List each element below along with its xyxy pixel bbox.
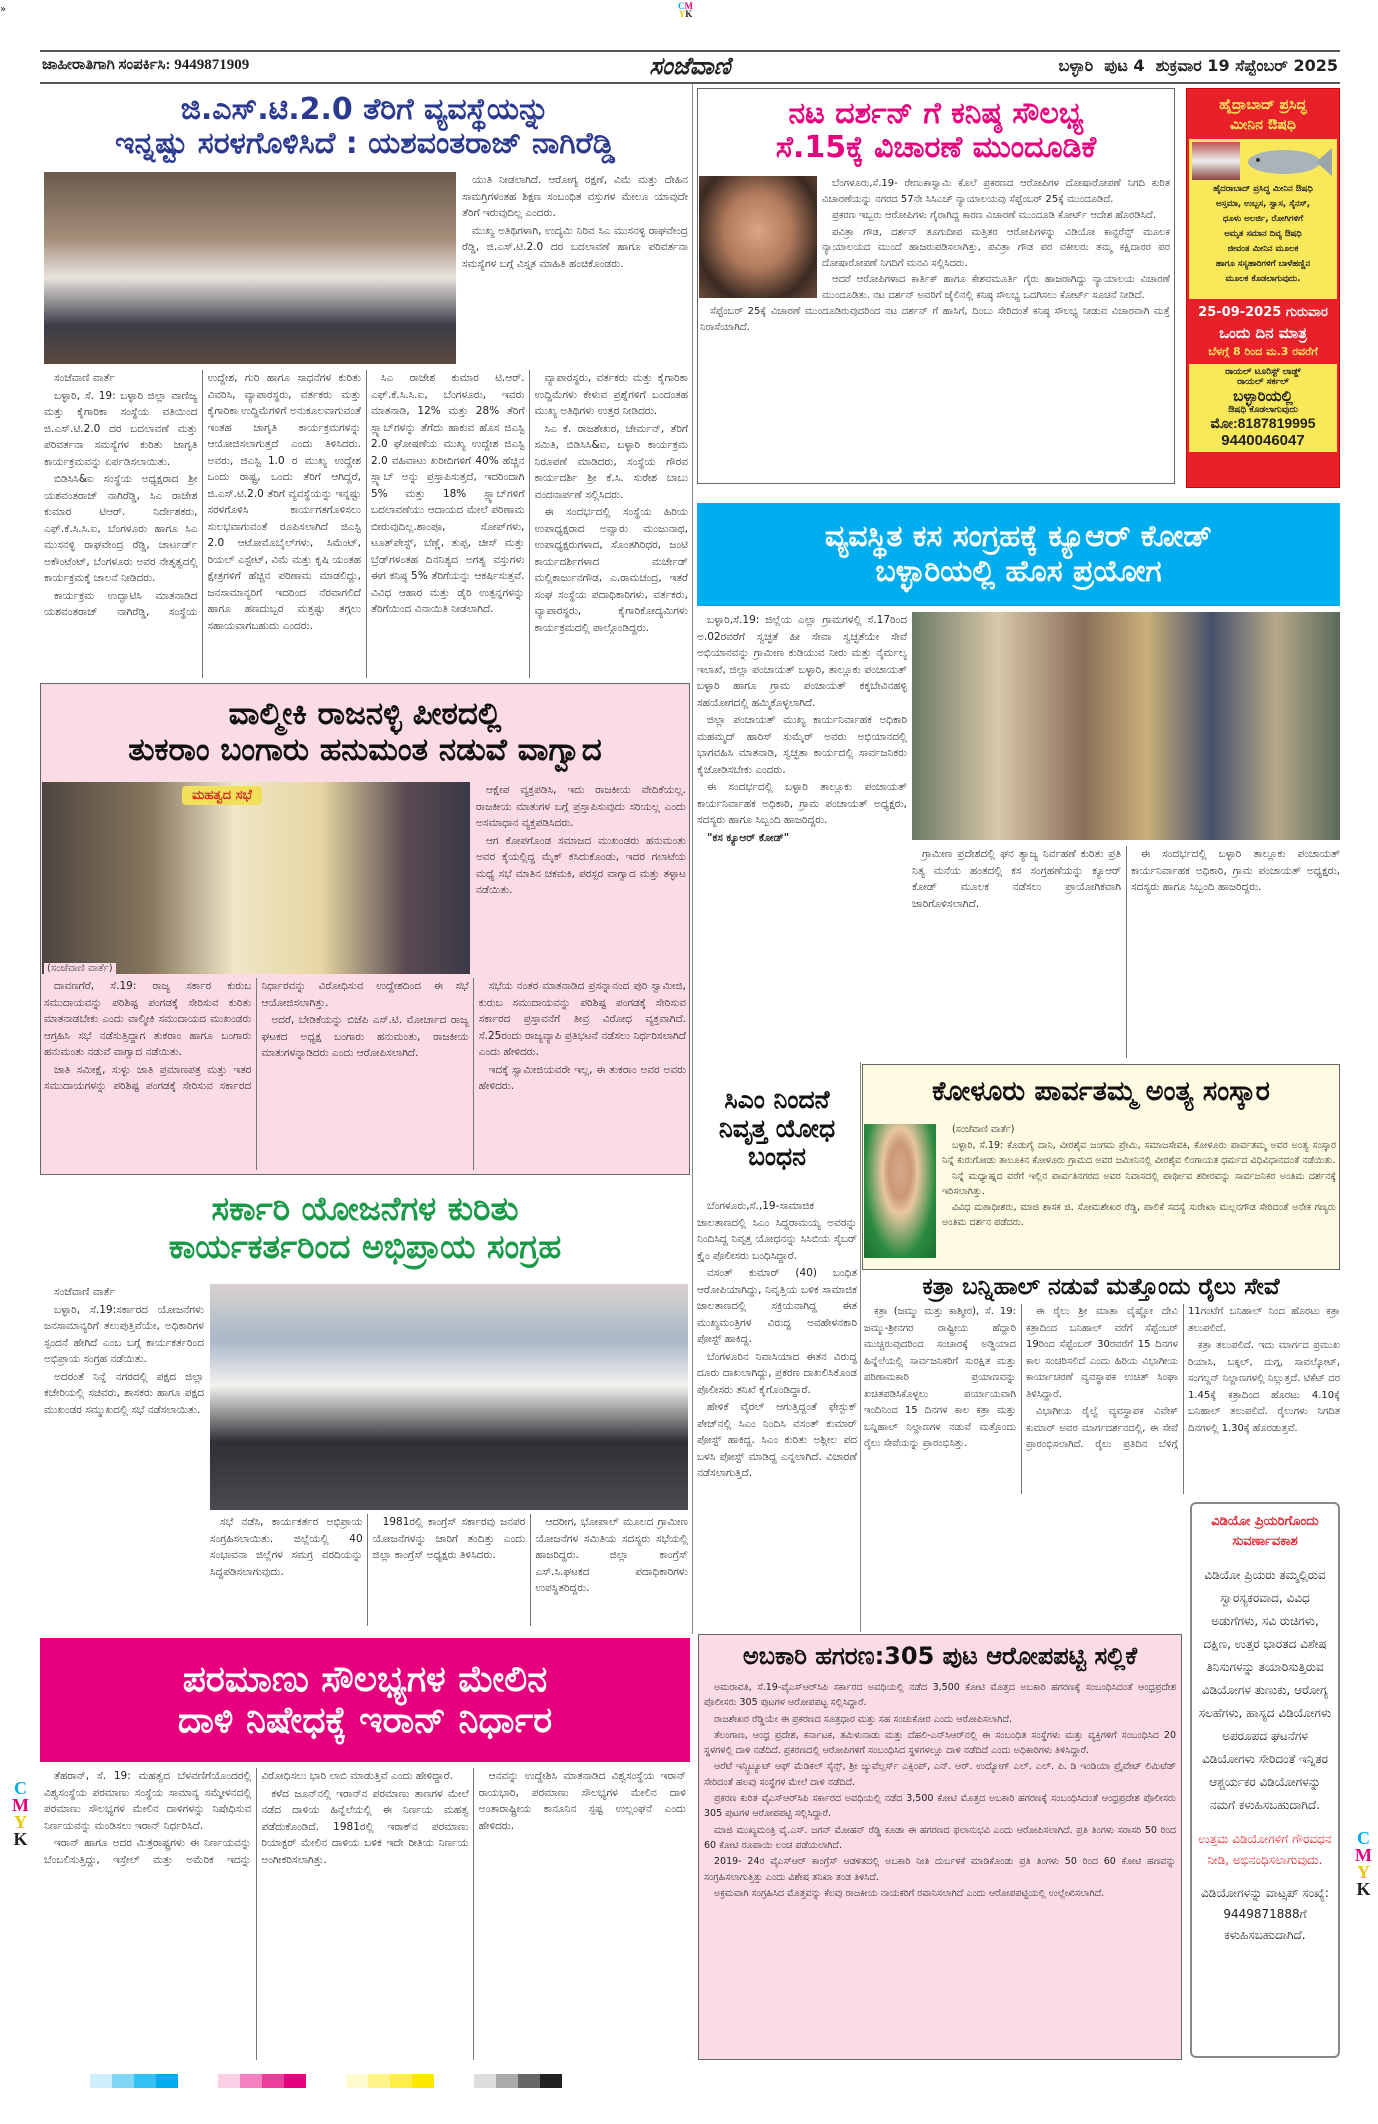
headline-line: ನಟ ದರ್ಶನ್ ಗೆ ಕನಿಷ್ಠ ಸೌಲಭ್ಯ (788, 95, 1084, 131)
cmyk-mark-top: CM YK (678, 1, 693, 19)
ad-title: ಮೀನಿನ ಔಷಧಿ (1230, 117, 1296, 133)
ad-venue-panel: ರಾಯಲ್ ಟೂರಿಸ್ಟ್ ಲಾಡ್ಜ್ ರಾಯಲ್ ಸರ್ಕಲ್ ಬಳ್ಳಾರಿಯಲ್ಲಿ ಔಷಧಿ ಕೊಡಲಾಗುವುದು ಮೋ:8187819995 9440046047 (1189, 364, 1337, 452)
crowd-photo (1192, 142, 1240, 180)
koluru-headline: ಕೋಳೂರು ಪಾರ್ವತಮ್ಮ ಅಂತ್ಯ ಸಂಸ್ಕಾರ (932, 1076, 1270, 1108)
ad-images (1192, 142, 1334, 182)
valmiki-headline (40, 686, 690, 780)
ad-info-panel (1189, 139, 1337, 299)
ad-one-day: ಒಂದು ದಿನ ಮಾತ್ರ (1219, 324, 1307, 342)
obituary-photo (864, 1124, 936, 1258)
ad-phone: 9440046047 (1221, 432, 1305, 449)
ad-date: 25-09-2025 ಗುರುವಾರ (1198, 305, 1328, 320)
magenta-bar (218, 2074, 306, 2088)
masthead-logo: ಸಂಜೆವಾಣಿ (649, 52, 731, 80)
gst-body: ಸಂಜೆವಾಣಿ ವಾರ್ತೆ ಬಳ್ಳಾರಿ, ಸೆ. 19: ಬಳ್ಳಾರಿ ಜಿಲ್ಲಾ ವಾಣಿಜ್ಯ ಮತ್ತು ಕೈಗಾರಿಕಾ ಸಂಸ್ಥೆಯ ವತಿಯಿಂದ ಜಿ.ಎಸ್.ಟಿ.2.0 ದರ ಬದಲಾವಣೆ ಮತ್ತು ಪರಿವರ್ತನಾ ಸಮಸ್ಯೆಗಳ ಕುರಿತು ಜಾಗೃತಿ ಕಾರ್ಯಕ್ರಮವನ್ನು ಏರ್ಪಡಿಸಲಾಯಿತು. ಬಿಡಿಸಿಸಿ&ಐ ಸಂಸ್ಥೆಯ ಅಧ್ಯಕ್ಷರಾದ ಶ್ರೀ ಯಶವಂತರಾಜ್ ನಾಗಿರೆಡ್ಡಿ, ಸಿಎ ರಾಜೇಶ ಕುಮಾರ ಟಿಆರ್. ನಿರ್ದೇಶಕರು, ಎಫ್.ಕೆ.ಸಿ.ಸಿ.ಐ, ಬೆಂಗಳೂರು ಹಾಗೂ ಸಿಎ ಮುಸನಳ್ಳಿ ರಾಘವೇಂದ್ರ ರೆಡ್ಡಿ, ಚಾರ್ಟರ್ಡ್ ಅಕೌಂಟೆಂಟ್, ಬೆಂಗಳೂರು ಅವರ ನೇತೃತ್ವದಲ್ಲಿ ಕಾರ್ಯಕ್ರಮಕ್ಕೆ ಚಾಲನೆ ನೀಡಿದರು. ಕಾರ್ಯಕ್ರಮ ಉದ್ಘಾಟಿಸಿ ಮಾತನಾಡಿದ ಯಶವಂತರಾಜ್ ನಾಗಿರೆಡ್ಡಿ, ಸಂಸ್ಥೆಯ ಉದ್ದೇಶ, ಗುರಿ ಹಾಗೂ ಸಾಧನೆಗಳ ಕುರಿತು ವಿವರಿಸಿ, ವ್ಯಾಪಾರಸ್ಥರು, ವರ್ತಕರು ಮತ್ತು ಕೈಗಾರಿಕಾ ಉದ್ದಿಮೆಗಳಿಗೆ ಅನುಕೂಲವಾಗುವಂತೆ ಇಂತಹ ಜಾಗೃತಿ ಕಾರ್ಯಕ್ರಮಗಳನ್ನು ಆಯೋಜಿಸಲಾಗುತ್ತದೆ ಎಂದು ತಿಳಿಸಿದರು. ಅವರು, ಜಿಎಸ್ಟಿ 1.0 ರ ಮುಖ್ಯ ಉದ್ದೇಶ ಒಂದು ರಾಷ್ಟ್ರ, ಒಂದು ತೆರಿಗೆ ಆಗಿದ್ದರೆ, ಜಿ.ಎಸ್.ಟಿ.2.0 ತೆರಿಗೆ ವ್ಯವಸ್ಥೆಯನ್ನು ಇನ್ನಷ್ಟು ಸರಳಗೊಳಿಸಿ ಕಾರ್ಯಗತಗೊಳಿಸಲು ಸುಲಭವಾಗುವಂತೆ ರೂಪಿಸಲಾಗಿದೆ ಜಿಎಸ್ಟಿ 2.0 ಆಟೋಮೊಬೈಲ್‌ಗಳು, ಸಿಮೆಂಟ್, ರಿಯಲ್ ಎಸ್ಟೇಟ್, ವಿಮೆ ಮತ್ತು ಕೃಷಿ ಯಂತಹ ಕ್ಷೇತ್ರಗಳಿಗೆ ಹೆಚ್ಚಿನ ಪರಿಣಾಮ ಮಾಡಲಿದ್ದು, ಜನಸಾಮಾನ್ಯರಿಗೆ ಇದರಿಂದ ನೆರವಾಗಲಿದೆ ಹಾಗೂ ಹಣದುಬ್ಬರ ಮತ್ತಷ್ಟು ತಗ್ಗಲು ಸಹಾಯವಾಗಬಹುದು ಎಂದರು. ಸಿಎ ರಾಜೇಶ ಕುಮಾರ ಟಿ.ಆರ್. ಎಫ್.ಕೆ.ಸಿ.ಸಿ.ಐ, ಬೆಂಗಳೂರು, ಇವರು ಮಾತನಾಡಿ, 12% ಮತ್ತು 28% ತೆರಿಗೆ ಸ್ಲ್ಯಾಬ್‌ಗಳನ್ನು ತೆಗೆದು ಹಾಕುವ ಹೊಸ ಜಿಎಸ್ಟಿ 2.0 ಘೋಷಣೆಯ ಮುಖ್ಯ ಉದ್ದೇಶ ಜಿಎಸ್ಟಿ 2.0 ವಹಿವಾಟು ಖರೀದಿಗಳಿಗೆ 40% ಹೆಚ್ಚಿನ ಸ್ಲ್ಯಾಬ್ ಅನ್ನು ಪ್ರಸ್ತಾಪಿಸುತ್ತದೆ, ಇದರಿಂದಾಗಿ 5% ಮತ್ತು 18% ಸ್ಲ್ಯಾಬ್‌ಗಳಿಗೆ ಬದಲಾವಣೆಯು ಆದಾಯದ ಮೇಲೆ ಪರಿಣಾಮ ಬೀರುವುದಿಲ್ಲ.ಶಾಂಪೂ, ಸೋಪ್‌ಗಳು, ಟೂತ್‌ಪೇಸ್ಟ್, ಬೆಣ್ಣೆ, ತುಪ್ಪ, ಚೀಸ್ ಮತ್ತು ಬ್ರೆಡ್‌ಗಳಂತಹ ದಿನನಿತ್ಯದ ಅಗತ್ಯ ವಸ್ತುಗಳು ಈಗ ಕನಿಷ್ಠ 5% ತೆರಿಗೆಯನ್ನು ಆಕರ್ಷಿಸುತ್ತವೆ. ವಿವಿಧ ಆಹಾರ ಮತ್ತು ಡೈರಿ ಉತ್ಪನ್ನಗಳನ್ನು ತೆರಿಗೆಯಿಂದ ವಿನಾಯಿತಿ ನೀಡಲಾಗಿದೆ. ವ್ಯಾಪಾರಸ್ಥರು, ವರ್ತಕರು ಮತ್ತು ಕೈಗಾರಿಕಾ ಉದ್ದಿಮೆಗಳು ಕೇಳುವ ಪ್ರಶ್ನೆಗಳಿಗೆ ಬಂದಂತಹ ಮುಖ್ಯ ಅತಿಥಿಗಳು ಉತ್ತರ ನೀಡಿದರು. ಸಿಎ ಕೆ. ರಾಜಶೇಖರ, ಚೇರ್ಮನ್, ತೆರಿಗೆ ಸಮಿತಿ, ಬಿಡಿಸಿಸಿ&ಐ, ಬಳ್ಳಾರಿ ಕಾರ್ಯಕ್ರಮ ನಿರೂಪಣೆ ಮಾಡಿದರು, ಸಂಸ್ಥೆಯ ಗೌರವ ಕಾರ್ಯದರ್ಶಿ ಶ್ರೀ ಕೆ.ಸಿ. ಸುರೇಶ ಬಾಬು ವಂದನಾರ್ಪಣೆ ಸಲ್ಲಿಸಿದರು. ಈ ಸಂದರ್ಭದಲ್ಲಿ ಸಂಸ್ಥೆಯ ಹಿರಿಯ ಉಪಾಧ್ಯಕ್ಷರಾದ ಅವ್ವಾರು ಮಂಜುನಾಥ, ಉಪಾಧ್ಯಕ್ಷರುಗಳಾದ, ಸೊಂತಗಿರಿಧರ, ಜಂಟಿ ಕಾರ್ಯದರ್ಶಿಗಳಾದ ಮರ್ಚೇಡ್ ಮಲ್ಲಿಕಾರ್ಜುನಗೌಡ, ಎ.ರಾಮಚಂದ್ರ, ಇತರೆ ಸಂಘ ಸಂಸ್ಥೆಯ ಪದಾಧಿಕಾರಿಗಳು, ವರ್ತಕರು, ವ್ಯಾಪಾರಸ್ಥರು, ಕೈಗಾರಿಕೋದ್ಯಮಿಗಳು ಕಾರ್ಯಕ್ರಮದಲ್ಲಿ ಪಾಲ್ಗೊಂಡಿದ್ದರು. (44, 372, 688, 634)
ad-highlight: ಉತ್ತಮ ವಿಡಿಯೋಗಳಿಗೆ ಗೌರವಧನ ನೀಡಿ, ಅಭಿನಂಧಿಸಲಾಗುವುದು. (1198, 1832, 1332, 1867)
gst-headline (40, 86, 690, 168)
headline-line: ತುಕರಾಂ ಬಂಗಾರು ಹನುಮಂತ ನಡುವೆ ವಾಗ್ವಾದ (128, 732, 602, 768)
sarkari-body-left: ಸಂಜೆವಾಣಿ ವಾರ್ತೆ ಬಳ್ಳಾರಿ, ಸೆ.19:ಸರ್ಕಾರದ ಯೋಜನೆಗಳು ಜನಸಾಮಾನ್ಯರಿಗೆ ತಲುಪುತ್ತಿವೆಯೇ, ಅಧಿಕಾರಿಗಳ ಸ್ಪಂದನೆ ಹೇಗಿದೆ ಎಂಬ ಬಗ್ಗೆ ಕಾರ್ಯಕರ್ತರಿಂದ ಅಭಿಪ್ರಾಯ ಸಂಗ್ರಹ ನಡೆಯಿತು. ಅದರಂತೆ ನಿನ್ನೆ ನಗರದಲ್ಲಿ ಪಕ್ಷದ ಜಿಲ್ಲಾ ಕಚೇರಿಯಲ್ಲಿ ಸಚಿವರು, ಶಾಸಕರು ಹಾಗೂ ಪಕ್ಷದ ಮುಖಂಡರ ಸಮ್ಮುಖದಲ್ಲಿ ಸಭೆ ನಡೆಸಲಾಯಿತು. (44, 1286, 204, 1416)
koluru-body: (ಸಂಜೆವಾಣಿ ವಾರ್ತೆ) ಬಳ್ಳಾರಿ, ಸೆ.19: ಕೊಡುಗೈ ದಾನಿ, ವೀರಶೈವ ಜಂಗಮ ಪ್ರೇಮಿ, ಸಮಾಜಸೇವಕಿ, ಕೋಳೂರು ಪಾರ್ವತಮ್ಮ ಅವರ ಅಂತ್ಯ ಸಂಸ್ಕಾರ ನಿನ್ನೆ ಕುರುಗೋಡು ತಾಲೂಕಿನ ಕೋಳೂರು ಗ್ರಾಮದ ಅವರ ಜಮೀನಿನಲ್ಲಿ ವೀರಶೈವ ಲಿಂಗಾಯತ ಧರ್ಮದ ವಿಧಿವಿಧಾನದಂತೆ ನಡೆಯಿತು. ನಿನ್ನೆ ಮಧ್ಯಾಹ್ನದ ವರೆಗೆ ಇಲ್ಲಿನ ಪಾರ್ವತಿನಗರದ ಅವರ ನಿವಾಸದಲ್ಲಿ ಪಾರ್ಥೀವ ಶರೀರವನ್ನು ಸಾರ್ವಜನಿಕರ ಅಂತಿಮ ದರ್ಶನಕ್ಕೆ ಇರಿಸಲಾಗಿತ್ತು. ವಿವಿಧ ಮಠಾಧೀಶರು, ಮಾಜಿ ಶಾಸಕ ಜಿ. ಸೋಮಶೇಖರ ರೆಡ್ಡಿ, ಪಾಲಿಕೆ ಸದಸ್ಯೆ ಸುರೇಖಾ ಮಲ್ಲನಗೌಡ ಸೇರಿದಂತೆ ಅನೇಕ ಗಣ್ಯರು ಅಂತಿಮ ದರ್ಶನ ಪಡೆದರು. (942, 1124, 1336, 1228)
header-rule (40, 82, 1340, 84)
headline-line: ಸೆ.15ಕ್ಕೆ ವಿಚಾರಣೆ ಮುಂದೂಡಿಕೆ (775, 130, 1097, 165)
cm-headline (697, 1064, 857, 1194)
sarkari-body-right: ಸಭೆ ನಡೆಸಿ, ಕಾರ್ಯಕರ್ತರ ಅಭಿಪ್ರಾಯ ಸಂಗ್ರಹಿಸಲಾಯಿತು. ಜಿಲ್ಲೆಯಲ್ಲಿ 40 ಸಂಭಾವನಾ ಜಿಲ್ಲೆಗಳ ಸಮಗ್ರ ವರದಿಯನ್ನು ಸಿದ್ಧಪಡಿಸಲಾಗುವುದು. 1981ರಲ್ಲಿ ಕಾಂಗ್ರೆಸ್ ಸರ್ಕಾರವು ಜನಪರ ಯೋಜನೆಗಳನ್ನು ಜಾರಿಗೆ ತಂದಿತ್ತು ಎಂದು ಜಿಲ್ಲಾ ಕಾಂಗ್ರೆಸ್ ಅಧ್ಯಕ್ಷರು ತಿಳಿಸಿದರು. ಆದರೀಗ, ಭೋಪಾಲ್ ಮೂಲದ ಗ್ರಾಮೀಣ ಯೋಜನೆಗಳ ಸಮಿತಿಯ ಸದಸ್ಯರು ಸಭೆಯಲ್ಲಿ ಹಾಜರಿದ್ದರು. ಜಿಲ್ಲಾ ಕಾಂಗ್ರೆಸ್ ಎಸ್.ಸಿ.ಘಟಕದ ಪದಾಧಿಕಾರಿಗಳು ಉಪಸ್ಥಿತರಿದ್ದರು. (210, 1516, 688, 1594)
valmiki-side: ಆಕ್ಷೇಪ ವ್ಯಕ್ತಪಡಿಸಿ, ಇದು ರಾಜಕೀಯ ವೇದಿಕೆಯಲ್ಲ. ರಾಜಕೀಯ ಮಾತುಗಳ ಬಗ್ಗೆ ಪ್ರಸ್ತಾಪಿಸುವುದು ಸರಿಯಲ್ಲ ಎಂದು ಅಸಮಾಧಾನ ವ್ಯಕ್ತಪಡಿಸಿದರು. ಆಗ ಕೋಪಗೊಂಡ ಸಮಾಜದ ಮುಖಂಡರು ಹನುಮಂತು ಅವರ ಕೈಯಲ್ಲಿದ್ದ ಮೈಕ್ ಕಸಿದುಕೊಂಡು, ಇದರ ಗಲಾಟೆಯ ಮಧ್ಯೆ ಸಭೆ ಮಾತಿನ ಚಕಮಕಿ, ಪರಸ್ಪರ ವಾಗ್ವಾದ ಮತ್ತು ತಳ್ಳಾಟ ನಡೆಯಿತು. (476, 784, 686, 896)
valmiki-body: ದಾವಣಗೆರೆ, ಸೆ.19: ರಾಜ್ಯ ಸರ್ಕಾರ ಕುರುಬ ಸಮುದಾಯವನ್ನು ಪರಿಶಿಷ್ಟ ಪಂಗಡಕ್ಕೆ ಸೇರಿಸುವ ಕುರಿತು ಮಾತನಾಡಬೇಕು ಎಂದು ವಾಲ್ಮೀಕಿ ಸಮುದಾಯದ ಮುಖಂಡರು ಆಗ್ರಹಿಸಿ ಸಭೆ ನಡೆಸುತ್ತಿದ್ದಾಗ ತುಕರಾಂ ಹಾಗೂ ಬಂಗಾರು ಹನುಮಂತು ನಡುವೆ ವಾಗ್ವಾದ ನಡೆಯಿತು. ಜಾತಿ ಸಮೀಕ್ಷೆ, ಸುಳ್ಳು ಜಾತಿ ಪ್ರಮಾಣಪತ್ರ ಮತ್ತು ಇತರ ಸಮುದಾಯಗಳನ್ನು ಪರಿಶಿಷ್ಟ ಪಂಗಡಕ್ಕೆ ಸೇರಿಸುವ ಸರ್ಕಾರದ ನಿರ್ಧಾರವನ್ನು ವಿರೋಧಿಸುವ ಉದ್ದೇಶದಿಂದ ಈ ಸಭೆ ಆಯೋಜಿಸಲಾಗಿತ್ತು. ಅದರೆ, ಬೇಡಿಕೆಯನ್ನು ಬಿಜೆಪಿ ಎಸ್.ಟಿ. ಮೋರ್ಚಾದ ರಾಜ್ಯ ಘಟಕದ ಅಧ್ಯಕ್ಷ ಬಂಗಾರು ಹನುಮಂತು, ರಾಜಕೀಯ ಮಾತುಗಳನ್ನಾಡಿದರು ಎಂದು ಆರೋಪಿಸಲಾಗಿದೆ. ಸಭೆಯ ನಂತರ ಮಾತನಾಡಿದ ಪ್ರಸನ್ನಾನಂದ ಪುರಿ ಸ್ವಾಮೀಜಿ, ಕುರುಬ ಸಮುದಾಯವನ್ನು ಪರಿಶಿಷ್ಟ ಪಂಗಡಕ್ಕೆ ಸೇರಿಸುವ ಸರ್ಕಾರದ ಪ್ರಸ್ತಾವನೆಗೆ ತೀವ್ರ ವಿರೋಧ ವ್ಯಕ್ತವಾಗಿದೆ. ಸೆ.25ರಂದು ರಾಜ್ಯವ್ಯಾಪಿ ಪ್ರತಿಭಟನೆ ನಡೆಸಲು ನಿರ್ಧರಿಸಲಾಗಿದೆ ಎಂದು ಹೇಳಿದರು. ಇದಕ್ಕೆ ಸ್ವಾಮೀಜಿಯವರೇ ಇಲ್ಲ, ಈ ತುಕರಾಂ ಅವರ ಅವರು ಹೇಳಿದರು. (44, 980, 686, 1092)
meeting-banner: ಮಹತ್ವದ ಸಭೆ (182, 786, 262, 805)
ad-contact: ವಿಡಿಯೋಗಳನ್ನು ವಾಟ್ಸಪ್ ಸಂಖ್ಯೆ: 9449871888ಗೆ ಕಳುಹಿಸಬಹುದಾಗಿದೆ. (1201, 1886, 1329, 1942)
headline-line: ಕಾರ್ಯಕರ್ತರಿಂದ ಅಭಿಪ್ರಾಯ ಸಂಗ್ರಹ (168, 1227, 562, 1266)
cyan-bar (90, 2074, 178, 2088)
photo-caption: (ಸಂಜೆವಾಣಿ ವಾರ್ತೆ) (44, 963, 116, 974)
sarkari-headline (40, 1178, 690, 1278)
fish-medicine-ad (1186, 88, 1340, 488)
issue-date: ಶುಕ್ರವಾರ 19 ಸೆಪ್ಟೆಂಬರ್ 2025 (1155, 56, 1338, 75)
headline-line: ಸರ್ಕಾರಿ ಯೋಜನೆಗಳ ಕುರಿತು (211, 1189, 519, 1229)
ad-body: ಹೈದರಾಬಾದ್ ಪ್ರಸಿದ್ಧ ಮೀನಿನ ಔಷಧಿ ಅಸ್ತಮಾ, ಉಬ್ಬಸ, ಸ್ವಾಸ, ಸೈನಸ್, ಧೂಳು ಅಲರ್ಜಿ, ರೋಗಿಗಳಿಗೆ ಅಮೃತ ಸಮಾನ ದಿವ್ಯ ಔಷಧಿ ಜೀವಂತ ಮೀನಿನ ಮೂಲಕ ಹಾಗೂ ಸಸ್ಯಹಾರಿಗಳಿಗೆ ಬಾಳೆಹಣ್ಣಿನ ಮೂಲಕ ಕೊಡಲಾಗುವುದು. (1213, 184, 1313, 284)
photo-spacer (700, 176, 822, 298)
city: ಬಳ್ಳಾರಿ (1058, 56, 1094, 75)
darshan-headline (697, 90, 1175, 172)
gst-side-text: ಯುತಿ ನೀಡಲಾಗಿದೆ. ಆರೋಗ್ಯ ರಕ್ಷಣೆ, ವಿಮೆ ಮತ್ತು ದೇಹಿನ ಸಾಮಗ್ರಿಗಳಂತಹ ಶಿಕ್ಷಣ ಸಂಬಂಧಿತ ವಸ್ತುಗಳ ಮೇಲೂ ಯಾವುದೇ ತೆರಿಗೆ ಇರುವುದಿಲ್ಲ ಎಂದರು. ಮುಖ್ಯ ಅತಿಥಿಗಳಾಗಿ, ಉದ್ಯಮಿ ನಿರಿವ ಸಿಎ ಮುಸನಳ್ಳಿ ರಾಘವೇಂದ್ರ ರೆಡ್ಡಿ, ಜಿ.ಎಸ್.ಟಿ.2.0 ದರ ಬದಲಾವಣೆ ಹಾಗೂ ಪರಿವರ್ತನಾ ಸಮಸ್ಯೆಗಳ ಬಗ್ಗೆ ವಿಸ್ತೃತ ಮಾಹಿತಿ ಹಂಚಿಕೊಂಡರು. (462, 174, 688, 270)
qr-headline (697, 503, 1340, 606)
cm-body: ಬೆಂಗಳೂರು,ಸೆ.,19-ಸಾಮಾಜಿಕ ಜಾಲತಾಣದಲ್ಲಿ ಸಿಎಂ ಸಿದ್ದರಾಮಯ್ಯ ಅವರನ್ನು ನಿಂದಿಸಿದ್ದ ನಿವೃತ್ತ ಯೋಧನನ್ನು ಸಿಸಿಬಿಯ ಸೈಬರ್ ಕ್ರೈಂ ಪೊಲೀಸರು ಬಂಧಿಸಿದ್ದಾರೆ. ವಸಂತ್ ಕುಮಾರ್ (40) ಬಂಧಿತ ಆರೋಪಿಯಾಗಿದ್ದು, ನಿವೃತ್ತಿಯ ಬಳಿಕ ಸಾಮಾಜಿಕ ಜಾಲತಾಣದಲ್ಲಿ ಸಕ್ರಿಯನಾಗಿದ್ದ ಈತ ಮುಖ್ಯಮಂತ್ರಿಗಳ ವಿರುದ್ಧ ಅವಹೇಳನಕಾರಿ ಪೋಸ್ಟ್ ಹಾಕಿದ್ದ. ಬೆಂಗಳೂರಿನ ನಿವಾಸಿಯಾದ ಈತನ ವಿರುದ್ಧ ದೂರು ದಾಖಲಾಗಿದ್ದು, ಪ್ರಕರಣ ದಾಖಲಿಸಿಕೊಂಡ ಪೊಲೀಸರು ತನಿಖೆ ಕೈಗೊಂಡಿದ್ದಾರೆ. ಹೇಳಿಕೆ ವೈರಲ್ ಆಗುತ್ತಿದ್ದಂತೆ ಫೇಸ್ಬುಕ್ ಪೇಜ್‌ನಲ್ಲಿ ಸಿಎಂ ನಿಂದಿಸಿ ವಸಂತ್ ಕುಮಾರ್ ಪೋಸ್ಟ್ ಹಾಕಿದ್ದ. ಸಿಎಂ ಕುರಿತು ಅಶ್ಲೀಲ ಪದ ಬಳಸಿ ಪೋಸ್ಟ್ ಮಾಡಿದ್ದ ಎನ್ನಲಾಗಿದೆ. ವಿಚಾರಣೆ ನಡೆಸಲಾಗುತ್ತಿದೆ. (697, 1200, 857, 1479)
headline-line: ಬಳ್ಳಾರಿಯಲ್ಲಿ ಹೊಸ ಪ್ರಯೋಗ (875, 553, 1162, 589)
cmyk-mark-right: C M Y K (1355, 1828, 1372, 1899)
cmyk-mark-left: C M Y K (12, 1778, 29, 1849)
headline-line: ದಾಳಿ ನಿಷೇಧಕ್ಕೆ ಇರಾನ್ ನಿರ್ಧಾರ (177, 1700, 553, 1741)
headline-line: ವ್ಯವಸ್ಥಿತ ಕಸ ಸಂಗ್ರಹಕ್ಕೆ ಕ್ಯೂಆರ್ ಕೋಡ್ (824, 519, 1213, 554)
video-contest-ad (1190, 1502, 1340, 2058)
rail-body: ಕತ್ರಾ (ಜಮ್ಮು ಮತ್ತು ಕಾಶ್ಮೀರ), ಸೆ. 19: ಜಮ್ಮು-ಶ್ರೀನಗರ ರಾಷ್ಟ್ರೀಯ ಹೆದ್ದಾರಿ ಮುಚ್ಚಿರುವುದರಿಂದ ಸಂಚಾರಕ್ಕೆ ಅಡ್ಡಿಯಾದ ಹಿನ್ನೆಲೆಯಲ್ಲಿ ಸಾರ್ವಜನಿಕರಿಗೆ ಸುರಕ್ಷಿತ ಮತ್ತು ಪರಿಣಾಮಕಾರಿ ಪ್ರಯಾಣವನ್ನು ಖಚಿತಪಡಿಸಿಕೊಳ್ಳಲು ಪರ್ಯಾಯವಾಗಿ ಇಂದಿನಿಂದ 15 ದಿನಗಳ ಕಾಲ ಕತ್ರಾ ಮತ್ತು ಬನ್ನಿಹಾಲ್ ನಿಲ್ದಾಣಗಳ ನಡುವೆ ಮತ್ತೊಂದು ರೈಲು ಸೇವೆಯನ್ನು ಪ್ರಾರಂಭಿಸಿತ್ತು. ಈ ರೈಲು ಶ್ರೀ ಮಾತಾ ವೈಷ್ಣೋ ದೇವಿ ಕತ್ರಾದಿಂದ ಬನಿಹಾಲ್ ವರೆಗೆ ಸೆಪ್ಟೆಂಬರ್ 19ರಿಂದ ಸೆಪ್ಟೆಂಬರ್ 30ರವರೆಗೆ 15 ದಿನಗಳ ಕಾಲ ಸಂಚರಿಸಲಿದೆ ಎಂದು ಹಿರಿಯ ವಿಭಾಗೀಯ ಕಾರ್ಯಾಚರಣೆ ವ್ಯವಸ್ಥಾಪಕ ಉಚಿತ್ ಸಿಂಘಾ ತಿಳಿಸಿದ್ದಾರೆ. ವಿಭಾಗೀಯ ರೈಲ್ವೆ ವ್ಯವಸ್ಥಾಪಕ ವಿವೇಕ್ ಕುಮಾರ್ ಅವರ ಮಾರ್ಗದರ್ಶನದಲ್ಲಿ, ಈ ಸೇವೆ ಪ್ರಾರಂಭಿಸಲಾಗಿದೆ. ರೈಲು ಪ್ರತಿದಿನ ಬೆಳಿಗ್ಗೆ 11ಗಂಟೆಗೆ ಬನಿಹಾಲ್ ನಿಂದ ಹೊರಟು ಕತ್ರಾ ತಲುಪಲಿದೆ. ಕತ್ರಾ ತಲುಪಲಿದೆ. ಇದು ಮಾರ್ಗದ ಪ್ರಮುಖ ರಿಯಾಸಿ, ಬಕ್ಕಲ್, ದುಗ್ಗ, ಸಾವಲ್ಕೋಟ್, ಸಂಗಲ್ದನ್ ನಿಲ್ದಾಣಗಳಲ್ಲಿ ನಿಲ್ಲುತ್ತದೆ. ಟಿಕೆಟ್ ದರ 1.45ಕ್ಕೆ ಕತ್ರಾದಿಂದ ಹೊರಟು 4.10ಕ್ಕೆ ಬನಿಹಾಲ್ ತಲುಪಲಿದೆ. ರೈಲುಗಳು ನಿಗದಿತ ದಿನಗಳಲ್ಲಿ 1.30ಕ್ಕೆ ಹೊರಡುತ್ತವೆ. (864, 1306, 1340, 1450)
black-bar (474, 2074, 562, 2088)
qr-quote: "ಕಸ ಕ್ಯೂಆರ್ ಕೋಡ್" (707, 831, 790, 844)
sarkari-meeting-photo (210, 1284, 688, 1510)
iran-headline (40, 1638, 690, 1762)
headline-line: ನಿವೃತ್ತ ಯೋಧ (718, 1113, 836, 1143)
fish-icon (1244, 142, 1334, 180)
darshan-body: ಬೆಂಗಳೂರು,ಸೆ.19- ರೇಣುಕಾಸ್ವಾಮಿ ಕೊಲೆ ಪ್ರಕರಣದ ಆರೋಪಿಗಳ ದೋಷಾರೋಪಣೆ ನಿಗದಿ ಕುರಿತ ವಿಚಾರಣೆಯನ್ನು ನಗರದ 57ನೇ ಸಿಸಿಎಚ್ ನ್ಯಾಯಾಲಯವು ಸೆಪ್ಟೆಂಬರ್ 25ಕ್ಕೆ ಮುಂದೂಡಿದೆ. ಪ್ರಕರಣ ಇಬ್ಬರು ಆರೋಪಿಗಳು ಗೈರಾಗಿದ್ದ ಕಾರಣ ವಿಚಾರಣೆ ಮುಂದೂಡಿ ಕೋರ್ಟ್ ಆದೇಶ ಹೊರಡಿಸಿದೆ. ಪವಿತ್ರಾ ಗೌಡ, ದರ್ಶನ್ ತೂಗುದೀಪ ಮತ್ತಿತರ ಆರೋಪಿಗಳನ್ನು ವಿಡಿಯೋ ಕಾನ್ಫರೆನ್ಸ್ ಮೂಲಕ ನ್ಯಾಯಾಲಯದ ಮುಂದೆ ಹಾಜರುಪಡಿಸಲಾಗಿತ್ತು, ಪವಿತ್ರಾ ಗೌಡ ಪರ ವಕೀಲರು ತಮ್ಮ ಕಕ್ಷಿದಾರರ ಪರ ದೋಷಾರೋಪಣೆ ನಿಗದಿಗೆ ಮನವಿ ಸಲ್ಲಿಸಿದರು. ಆದರೆ ಆರೋಪಿಗಳಾದ ಕಾರ್ತಿಕ್ ಹಾಗೂ ಕೇಶವಮೂರ್ತಿ ಗೈರು ಹಾಜರಾಗಿದ್ದು ನ್ಯಾಯಾಲಯ ವಿಚಾರಣೆ ಮುಂದೂಡಿತು. ನಟ ದರ್ಶನ್ ಅವರಿಗೆ ಜೈಲಿನಲ್ಲಿ ಕನಿಷ್ಠ ಸೌಲಭ್ಯ ಒದಗಿಸಲು ಕೋರ್ಟ್ ಸೂಚನೆ ನೀಡಿದೆ. ಸೆಪ್ಟೆಂಬರ್ 25ಕ್ಕೆ ವಿಚಾರಣೆ ಮುಂದೂಡಿರುವುದರಿಂದ ನಟ ದರ್ಶನ್ ಗೆ ಹಾಸಿಗೆ, ದಿಂಬು ಸೇರಿದಂತೆ ಕನಿಷ್ಠ ಸೌಲಭ್ಯ ನೀಡುವ ವಿಚಾರವಾಗಿ ಮತ್ತೆ ನಿರಾಸೆಯಾಗಿದೆ. (700, 178, 1170, 333)
arrow-mark: » (0, 4, 7, 15)
abakari-body: ಅಮರಾವತಿ, ಸೆ.19-ವೈಎಸ್‌ಆರ್‌ಸಿಪಿ ಸರ್ಕಾರದ ಅವಧಿಯಲ್ಲಿ ನಡೆದ 3,500 ಕೋಟಿ ಮೊತ್ತದ ಅಬಕಾರಿ ಹಗರಣಕ್ಕೆ ಸಂಬಂಧಿಸಿದಂತೆ ಆಂಧ್ರಪ್ರದೇಶ ಪೊಲೀಸರು 305 ಪುಟಗಳ ಆರೋಪಪಟ್ಟ ಸಲ್ಲಿಸಿದ್ದಾರೆ. ರಾಜಶೇಖರ ರೆಡ್ಡಿಯೇ ಈ ಪ್ರಕರಣದ ಸೂತ್ರಧಾರ ಮತ್ತು ಸಹ ಸಂಚುಕೋರ ಎಂದು ಆರೋಪಿಸಲಾಗಿದೆ. ತೆಲಂಗಾಣ, ಆಂಧ್ರ ಪ್ರದೇಶ, ಕರ್ನಾಟಕ, ತಮಿಳುನಾಡು ಮತ್ತು ದೆಹಲಿ-ಎನ್‌ಸಿಆರ್‌ನಲ್ಲಿ ಈ ಸಂಬಂಧಿತ ಸಂಸ್ಥೆಗಳು ಮತ್ತು ವ್ಯಕ್ತಿಗಳಿಗೆ ಸಂಬಂಧಿಸಿದ 20 ಸ್ಥಳಗಳಲ್ಲಿ ದಾಳಿ ನಡೆದಿದೆ. ಪ್ರಕರಣದಲ್ಲಿ ಆರೋಪಿಗಳಿಗೆ ಸಂಬಂಧಿಸಿದ ಸ್ಥಳಗಳಲ್ಲೂ ದಾಳಿ ನಡೆದಿದೆ ಎಂದು ಅಧಿಕಾರಿಗಳು ತಿಳಿಸಿದ್ದಾರೆ. ಆರೆಟೆ ಇನ್ಸ್ಟಿಟ್ಯೂಟ್ ಆಫ್ ಮೆಡಿಕಲ್ ಸೈನ್ಸ್, ಶ್ರೀ ಜ್ಯುವೆಲ್ಲರ್ಸ್ ಎಕ್ಸಿಂಪ್, ಎನ್. ಆರ್. ಉದ್ಯೋಗ್ ಎಲ್. ಎಲ್. ಪಿ. ಡಿ ಇಂಡಿಯಾ ಪ್ರೈವೇಟ್ ಲಿಮಿಟೆಡ್ ಸೇರಿದಂತೆ ಹಲವು ಸಂಸ್ಥೆಗಳ ಮೇಲೆ ದಾಳಿ ನಡೆದಿದೆ. ಪ್ರಕರಣ ಕುರಿತ ವೈಎಸ್‌ಆರ್‌ಸಿಪಿ ಸರ್ಕಾರದ ಅವಧಿಯಲ್ಲಿ ನಡೆದ 3,500 ಕೋಟಿ ಮೊತ್ತದ ಅಬಕಾರಿ ಹಗರಣಕ್ಕೆ ಸಂಬಂಧಿಸಿದಂತೆ ಆಂಧ್ರಪ್ರದೇಶ ಪೊಲೀಸರು 305 ಪುಟಗಳ ಆರೋಪಪಟ್ಟಿ ಸಲ್ಲಿಸಿದ್ದಾರೆ. ಮಾಜಿ ಮುಖ್ಯಮಂತ್ರಿ ವೈ.ಎಸ್. ಜಗನ್ ಮೋಹನ್ ರೆಡ್ಡಿ ಕೂಡಾ ಈ ಹಗರಣದ ಫಲಾನುಭವಿ ಎಂದು ಆರೋಪಿಸಲಾಗಿದೆ. ಪ್ರತಿ ತಿಂಗಳು ಸರಾಸರಿ 50 ರಿಂದ 60 ಕೋಟಿ ರೂಪಾಯಿ ಲಂಚ ಪಡೆಯಲಾಗಿದೆ. 2019- 24ರ ವೈಎಸ್‌ಆರ್ ಕಾಂಗ್ರೆಸ್ ಆಡಳಿತದಲ್ಲಿ ಅಬಕಾರಿ ನೀತಿ ದುರ್ಬಳಕೆ ಮಾಡಿಕೊಂಡು ಪ್ರತಿ ತಿಂಗಳು 50 ರಿಂದ 60 ಕೋಟಿ ಹಣವನ್ನು ಸಂಗ್ರಹಿಸಲಾಗುತ್ತಿತ್ತು ಎಂದು ವಿಶೇಷ ತನಿಖಾ ತಂಡ ತಿಳಿಸಿದೆ. ಅಕ್ರಮವಾಗಿ ಸಂಗ್ರಹಿಸಿದ ಮೊತ್ತವನ್ನು ಕೆಲವು ರಾಜಕೀಯ ನಾಯಕರಿಗೆ ರವಾನಿಸಲಾಗಿದೆ ಎಂದು ಆರೋಪಪಟ್ಟಿಯಲ್ಲಿ ಉಲ್ಲೇಖಿಸಲಾಗಿದೆ. (704, 1682, 1176, 1899)
headline-line: ಪರಮಾಣು ಸೌಲಭ್ಯಗಳ ಮೇಲಿನ (182, 1658, 548, 1700)
print-color-bars (90, 2074, 562, 2088)
abakari-headline: ಅಬಕಾರಿ ಹಗರಣ:305 ಪುಟ ಆರೋಪಪಟ್ಟಿ ಸಲ್ಲಿಕೆ (742, 1642, 1138, 1671)
qr-body-right: ಗ್ರಾಮೀಣ ಪ್ರದೇಶದಲ್ಲಿ ಘನ ತ್ಯಾಜ್ಯ ನಿರ್ವಹಣೆ ಕುರಿತು ಪ್ರತಿ ನಿತ್ಯ ಮನೆಯ ಹಂತದಲ್ಲಿ ಕಸ ಸಂಗ್ರಹಣೆಯನ್ನು ಕ್ಯೂಆರ್ ಕೋಡ್ ಮೂಲಕ ನಡೆಸಲು ಪ್ರಾಯೋಗಿಕವಾಗಿ ಜಾರಿಗೊಳಿಸಲಾಗಿದೆ. ಈ ಸಂದರ್ಭದಲ್ಲಿ ಬಳ್ಳಾರಿ ತಾಲ್ಲೂಕು ಪಂಚಾಯತ್ ಕಾರ್ಯನಿರ್ವಾಹಕ ಅಧಿಕಾರಿ, ಗ್ರಾಮ ಪಂಚಾಯತ್ ಅಧ್ಯಕ್ಷರು, ಸದಸ್ಯರು ಹಾಗೂ ಸಿಬ್ಬಂದಿ ಹಾಜರಿದ್ದರು. (912, 848, 1340, 910)
ad-phone: ಮೋ:8187819995 (1210, 415, 1316, 431)
ad-title: ವಿಡಿಯೋ ಪ್ರಿಯರಿಗೊಂದು ಸುವರ್ಣಾವಕಾಶ (1211, 1514, 1319, 1549)
column-divider (860, 1062, 861, 1632)
headline-line: ಬಂಧನ (747, 1142, 807, 1172)
headline-line: ಜಿ.ಎಸ್.ಟಿ.2.0 ತೆರಿಗೆ ವ್ಯವಸ್ಥೆಯನ್ನು (180, 91, 550, 127)
qr-campaign-photo (912, 612, 1340, 840)
headline-line: ಸಿಎಂ ನಿಂದನೆ (724, 1084, 830, 1114)
rail-headline: ಕತ್ರಾ ಬನ್ನಿಹಾಲ್ ನಡುವೆ ಮತ್ತೊಂದು ರೈಲು ಸೇವೆ (922, 1273, 1280, 1300)
qr-body-left: ಬಳ್ಳಾರಿ,ಸೆ.19: ಜಿಲ್ಲೆಯ ಎಲ್ಲಾ ಗ್ರಾಮಗಳಲ್ಲಿ ಸೆ.17ರಿಂದ ಅ.02ರವರೆಗೆ ಸ್ವಚ್ಛತೆ ಹೀ ಸೇವಾ ಸ್ವಚ್ಛತೆಯೇ ಸೇವೆ ಅಭಿಯಾನವನ್ನು ಗ್ರಾಮೀಣ ಕುಡಿಯುವ ನೀರು ಮತ್ತು ನೈರ್ಮಲ್ಯ ಇಲಾಖೆ, ಜಿಲ್ಲಾ ಪಂಚಾಯತ್ ಬಳ್ಳಾರಿ, ತಾಲ್ಲೂಕು ಪಂಚಾಯತ್ ಬಳ್ಳಾರಿ ಹಾಗೂ ಗ್ರಾಮ ಪಂಚಾಯತ್ ಕಕ್ಕಬೇವಿನಹಳ್ಳಿ ಸಹಯೋಗದಲ್ಲಿ ಹಮ್ಮಿಕೊಳ್ಳಲಾಗಿದೆ. ಜಿಲ್ಲಾ ಪಂಚಾಯತ್ ಮುಖ್ಯ ಕಾರ್ಯನಿರ್ವಾಹಕ ಅಧಿಕಾರಿ ಮಹಮ್ಮದ್ ಹಾರಿಸ್ ಸುಮೈರ್ ಅವರು ಅಭಿಯಾನದಲ್ಲಿ ಭಾಗವಹಿಸಿ ಮಾತನಾಡಿ, ಸ್ವಚ್ಛತಾ ಕಾರ್ಯದಲ್ಲಿ ಸಾರ್ವಜನಿಕರು ಕೈಜೋಡಿಸಬೇಕು ಎಂದರು. ಈ ಸಂದರ್ಭದಲ್ಲಿ ಬಳ್ಳಾರಿ ತಾಲ್ಲೂಕು ಪಂಚಾಯತ್ ಕಾರ್ಯನಿರ್ವಾಹಕ ಅಧಿಕಾರಿ, ಗ್ರಾಮ ಪಂಚಾಯತ್ ಅಧ್ಯಕ್ಷರು, ಸದಸ್ಯರು ಹಾಗೂ ಸಿಬ್ಬಂದಿ ಹಾಜರಿದ್ದರು. "ಕಸ ಕ್ಯೂಆರ್ ಕೋಡ್" (697, 612, 907, 1058)
iran-body: ತೆಹರಾನ್, ಸೆ. 19: ಮಹತ್ವದ ಬೆಳವಣಿಗೆಯೊಂದರಲ್ಲಿ ವಿಶ್ವಸಂಸ್ಥೆಯ ಪರಮಾಣು ಸಂಸ್ಥೆಯ ಸಾಮಾನ್ಯ ಸಮ್ಮೇಳನದಲ್ಲಿ ಪರಮಾಣು ಸೌಲಭ್ಯಗಳ ಮೇಲಿನ ದಾಳಿಗಳನ್ನು ನಿಷೇಧಿಸುವ ನಿರ್ಣಯವನ್ನು ಮಂಡಿಸಲು ಇರಾನ್ ನಿರ್ಧರಿಸಿದೆ. ಇರಾನ್ ಹಾಗೂ ಅದರ ಮಿತ್ರರಾಷ್ಟ್ರಗಳು ಈ ನಿರ್ಣಯವನ್ನು ಬೆಂಬಲಿಸುತ್ತಿದ್ದು, ಇಸ್ರೇಲ್ ಮತ್ತು ಅಮೆರಿಕ ಇದನ್ನು ವಿರೋಧಿಸಲು ಭಾರಿ ಲಾಬಿ ಮಾಡುತ್ತಿವೆ ಎಂದು ಹೇಳಿದ್ದಾರೆ. ಕಳೆದ ಜೂನ್‌ನಲ್ಲಿ ಇರಾನ್‌ನ ಪರಮಾಣು ತಾಣಗಳ ಮೇಲೆ ನಡೆದ ದಾಳಿಯ ಹಿನ್ನೆಲೆಯಲ್ಲಿ ಈ ನಿರ್ಣಯ ಮಹತ್ವ ಪಡೆದುಕೊಂಡಿದೆ. 1981ರಲ್ಲಿ ಇರಾಕ್‌ನ ಪರಮಾಣು ರಿಯಾಕ್ಟರ್ ಮೇಲಿನ ದಾಳಿಯ ಬಳಿಕ ಇದೇ ರೀತಿಯ ನಿರ್ಣಯ ಅಂಗೀಕರಿಸಲಾಗಿತ್ತು. ಆನವನ್ನು ಉದ್ದೇಶಿಸಿ ಮಾತನಾಡಿದ ವಿಶ್ವಸಂಸ್ಥೆಯ ಇರಾನ್ ರಾಯಭಾರಿ, ಪರಮಾಣು ಸೌಲಭ್ಯಗಳ ಮೇಲಿನ ದಾಳಿ ಅಂತಾರಾಷ್ಟ್ರೀಯ ಕಾನೂನಿನ ಸ್ಪಷ್ಟ ಉಲ್ಲಂಘನೆ ಎಂದು ಹೇಳಿದರು. (44, 1770, 686, 1866)
ad-contact: ಜಾಹೀರಾತಿಗಾಗಿ ಸಂಪರ್ಕಿಸಿ: 9449871909 (42, 57, 250, 73)
headline-line: ಇನ್ನಷ್ಟು ಸರಳಗೊಳಿಸಿದೆ : ಯಶವಂತರಾಜ್ ನಾಗಿರೆಡ್ಡಿ (114, 126, 616, 161)
headline-line: ವಾಲ್ಮೀಕಿ ರಾಜನಳ್ಳಿ ಪೀಠದಲ್ಲಿ (228, 696, 502, 733)
page-number: ಪುಟ 4 (1104, 56, 1145, 75)
yellow-bar (346, 2074, 434, 2088)
gst-event-photo (44, 172, 456, 364)
ad-body: ವಿಡಿಯೋ ಪ್ರಿಯರು ತಮ್ಮಲ್ಲಿರುವ ಸ್ವಾರಸ್ಯಕರವಾದ, ವಿವಿಧ ಅಡುಗೆಗಳು, ಸವಿ ರುಚಿಗಳು, ದಕ್ಷಿಣ, ಉತ್ತರ ಭಾರತದ ವಿಶೇಷ ತಿನಿಸುಗಳನ್ನು ತಯಾರಿಸುತ್ತಿರುವ ವಿಡಿಯೋಗಳ ತುಣುಕು, ಆರೋಗ್ಯ ಸಲಹೆಗಳು, ಹಾಸ್ಯದ ವಿಡಿಯೋಗಳು ಅಪರೂಪದ ಘಟನೆಗಳ ವಿಡಿಯೋಗಳು ಸೇರಿದಂತೆ ಇನ್ನಿತರ ಆಶ್ಚರ್ಯಕರ ವಿಡಿಯೋಗಳನ್ನು ನಮಗೆ ಕಳುಹಿಸಬಹುದಾಗಿದೆ. (1198, 1568, 1332, 1812)
ad-title: ಹೈದ್ರಾಬಾದ್ ಪ್ರಸಿದ್ಧ (1219, 97, 1307, 113)
dateline (960, 56, 1338, 76)
ad-time: ಬೆಳಗ್ಗೆ 8 ರಿಂದ ಮ.3 ರವರೆಗೆ (1208, 345, 1318, 358)
valmiki-meeting-photo (42, 782, 470, 974)
column-divider (692, 84, 693, 1634)
